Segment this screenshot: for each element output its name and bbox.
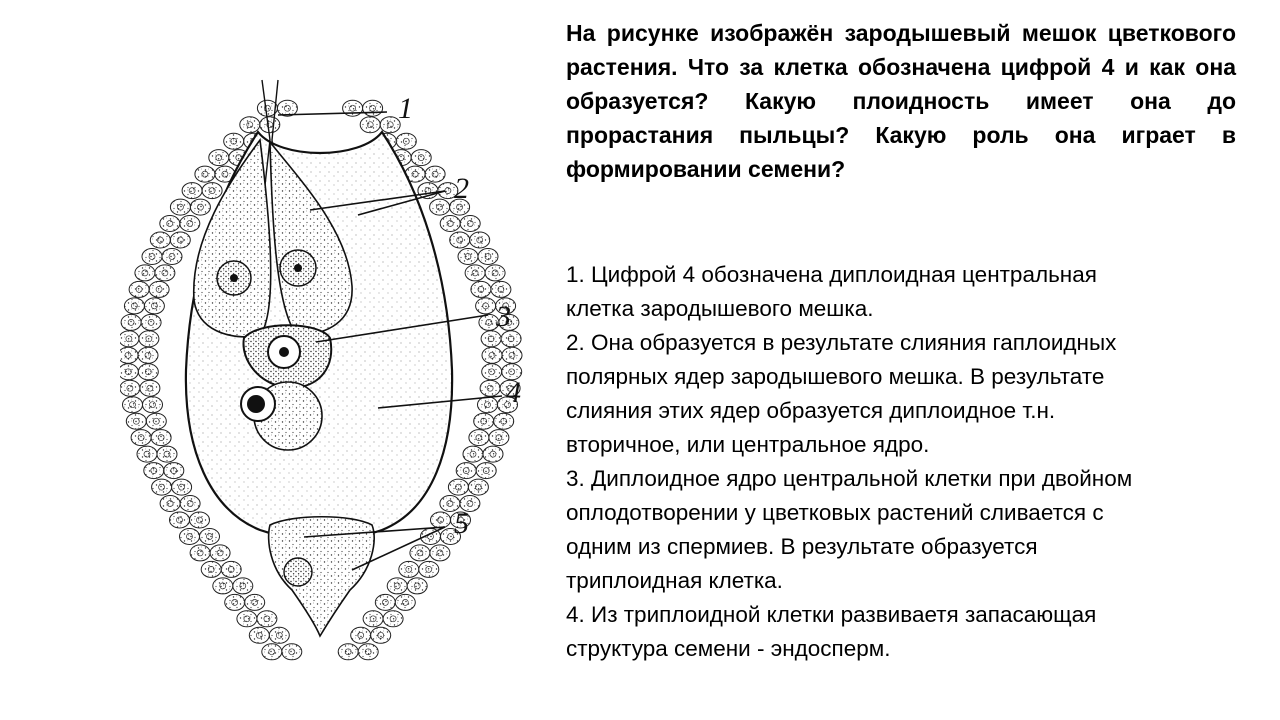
answer-line: оплодотворении у цветковых растений сливается с bbox=[566, 500, 1104, 525]
integument-cell-nucleus bbox=[382, 599, 388, 605]
integument-cell-nucleus bbox=[508, 336, 514, 342]
integument-cell-nucleus bbox=[489, 369, 495, 375]
integument-cell-nucleus bbox=[145, 369, 151, 375]
integument-cell-nucleus bbox=[240, 583, 246, 589]
integument-cell-nucleus bbox=[167, 221, 173, 227]
answer-line: структура семени - эндосперм. bbox=[566, 636, 891, 661]
integument-cell-nucleus bbox=[264, 616, 270, 622]
integument-cell-nucleus bbox=[256, 632, 262, 638]
integument-cell-nucleus bbox=[157, 237, 163, 243]
answer-line: слияния этих ядер образуется диплоидное т.н. bbox=[566, 398, 1056, 423]
integument-cell-nucleus bbox=[145, 352, 151, 358]
integument-cell-nucleus bbox=[284, 105, 290, 111]
integument-cell-nucleus bbox=[402, 599, 408, 605]
integument-cell-nucleus bbox=[448, 534, 454, 540]
integument-cell-nucleus bbox=[147, 385, 153, 391]
integument-cell-nucleus bbox=[289, 649, 295, 655]
answer-line: триплоидная клетка. bbox=[566, 568, 783, 593]
integument-cell-nucleus bbox=[365, 649, 371, 655]
integument-cell-nucleus bbox=[247, 122, 253, 128]
integument-cell-nucleus bbox=[128, 319, 134, 325]
integument-cell-nucleus bbox=[220, 583, 226, 589]
integument-cell-nucleus bbox=[437, 550, 443, 556]
integument-cell-nucleus bbox=[475, 484, 481, 490]
integument-cell-nucleus bbox=[177, 237, 183, 243]
integument-cell-nucleus bbox=[197, 517, 203, 523]
integument-cell-nucleus bbox=[150, 402, 156, 408]
integument-cell-nucleus bbox=[457, 204, 463, 210]
integument-cell-nucleus bbox=[149, 254, 155, 260]
integument-cell-nucleus bbox=[478, 286, 484, 292]
integument-cell-nucleus bbox=[197, 550, 203, 556]
integument-cell-nucleus bbox=[216, 155, 222, 161]
label-4: 4 bbox=[506, 376, 521, 409]
integument-cell-nucleus bbox=[156, 286, 162, 292]
integument-cell-nucleus bbox=[477, 237, 483, 243]
integument-cell-nucleus bbox=[217, 550, 223, 556]
integument-cell-nucleus bbox=[189, 188, 195, 194]
answer-line: клетка зародышевого мешка. bbox=[566, 296, 874, 321]
integument-cell-nucleus bbox=[162, 270, 168, 276]
integument-cell-nucleus bbox=[406, 566, 412, 572]
integument-cell-nucleus bbox=[498, 286, 504, 292]
integument-cell-nucleus bbox=[472, 270, 478, 276]
answer-line: одним из спермиев. В результате образуется bbox=[566, 534, 1038, 559]
integument-cell-nucleus bbox=[447, 501, 453, 507]
integument-cell-nucleus bbox=[387, 122, 393, 128]
integument-cell-nucleus bbox=[470, 451, 476, 457]
integument-cell-nucleus bbox=[467, 221, 473, 227]
integument-cell-nucleus bbox=[483, 303, 489, 309]
integument-cell-nucleus bbox=[483, 468, 489, 474]
integument-cell-nucleus bbox=[481, 418, 487, 424]
label-5: 5 bbox=[454, 507, 469, 540]
integument-cell-nucleus bbox=[187, 501, 193, 507]
integument-cell-nucleus bbox=[437, 204, 443, 210]
integument-cell-nucleus bbox=[148, 319, 154, 325]
integument-cell-nucleus bbox=[208, 566, 214, 572]
integument-cell-nucleus bbox=[232, 599, 238, 605]
integument-cell-nucleus bbox=[509, 369, 515, 375]
integument-cell-nucleus bbox=[350, 105, 356, 111]
integument-cell-nucleus bbox=[489, 352, 495, 358]
integument-cell-nucleus bbox=[492, 270, 498, 276]
label-2: 2 bbox=[454, 172, 469, 205]
integument-cell-nucleus bbox=[463, 468, 469, 474]
integument-cell-nucleus bbox=[209, 188, 215, 194]
answer-line: вторичное, или центральное ядро. bbox=[566, 432, 930, 457]
integument-cell-nucleus bbox=[487, 385, 493, 391]
integument-cell-nucleus bbox=[390, 616, 396, 622]
integument-cell-nucleus bbox=[445, 188, 451, 194]
integument-cell-nucleus bbox=[159, 484, 165, 490]
integument-cell-nucleus bbox=[490, 451, 496, 457]
integument-cell-nucleus bbox=[133, 418, 139, 424]
integument-cell-nucleus bbox=[142, 270, 148, 276]
integument-cell-nucleus bbox=[394, 583, 400, 589]
integument-cell-nucleus bbox=[417, 550, 423, 556]
integument-cell-nucleus bbox=[179, 484, 185, 490]
integument-cell-nucleus bbox=[187, 221, 193, 227]
answer-line: 1. Цифрой 4 обозначена диплоидная центральная bbox=[566, 262, 1097, 287]
integument-cell-nucleus bbox=[244, 616, 250, 622]
integument-cell-nucleus bbox=[197, 204, 203, 210]
integument-cell-nucleus bbox=[412, 171, 418, 177]
integument-cell-nucleus bbox=[153, 418, 159, 424]
integument-cell-nucleus bbox=[167, 501, 173, 507]
integument-cell-nucleus bbox=[509, 352, 515, 358]
integument-cell-nucleus bbox=[457, 237, 463, 243]
question-text: На рисунке изображён зародышевый мешок цветкового растения. Что за клетка обозначена цифрой 4 и как она образуется? Какую плоидность имеет она до прорастания пыльцы? Какую роль она играет в формировании семени? bbox=[566, 20, 1236, 182]
integument-cell-nucleus bbox=[202, 171, 208, 177]
integument-cell-nucleus bbox=[125, 352, 131, 358]
integument-cell-nucleus bbox=[151, 468, 157, 474]
integument-cell-nucleus bbox=[131, 303, 137, 309]
integument-cell-nucleus bbox=[418, 155, 424, 161]
integument-cell-nucleus bbox=[177, 517, 183, 523]
integument-cell-nucleus bbox=[136, 286, 142, 292]
integument-cell-nucleus bbox=[164, 451, 170, 457]
answer-line: 4. Из триплоидной клетки развиваетя запасающая bbox=[566, 602, 1097, 627]
label-1: 1 bbox=[398, 92, 413, 125]
integument-cell-nucleus bbox=[370, 105, 376, 111]
integument-cell-nucleus bbox=[222, 171, 228, 177]
integument-cell-nucleus bbox=[151, 303, 157, 309]
integument-cell-nucleus bbox=[231, 138, 237, 144]
integument-cell-nucleus bbox=[138, 435, 144, 441]
integument-cell-nucleus bbox=[488, 336, 494, 342]
integument-cell-nucleus bbox=[438, 517, 444, 523]
integument-cell-nucleus bbox=[378, 632, 384, 638]
integument-cell-nucleus bbox=[127, 385, 133, 391]
integument-cell-nucleus bbox=[485, 254, 491, 260]
integument-cell-nucleus bbox=[447, 221, 453, 227]
antipodal-nucleus bbox=[284, 558, 312, 586]
integument-cell-nucleus bbox=[501, 418, 507, 424]
integument-cell-nucleus bbox=[228, 566, 234, 572]
integument-cell-nucleus bbox=[367, 122, 373, 128]
integument-cell-nucleus bbox=[403, 138, 409, 144]
integument-cell-nucleus bbox=[426, 566, 432, 572]
integument-cell-nucleus bbox=[144, 451, 150, 457]
integument-cell-nucleus bbox=[432, 171, 438, 177]
integument-cell-nucleus bbox=[169, 254, 175, 260]
embryo-sac-figure bbox=[120, 70, 540, 670]
integument-cell-nucleus bbox=[455, 484, 461, 490]
integument-cell-nucleus bbox=[146, 336, 152, 342]
integument-cell-nucleus bbox=[486, 319, 492, 325]
answer-line: 3. Диплоидное ядро центральной клетки при двойном bbox=[566, 466, 1133, 491]
label-3: 3 bbox=[496, 300, 511, 333]
integument-cell-nucleus bbox=[465, 254, 471, 260]
answer-line: полярных ядер зародышевого мешка. В результате bbox=[566, 364, 1105, 389]
integument-cell-nucleus bbox=[370, 616, 376, 622]
integument-cell-nucleus bbox=[467, 501, 473, 507]
integument-cell-nucleus bbox=[252, 599, 258, 605]
answer-line: 2. Она образуется в результате слияния гаплоидных bbox=[566, 330, 1117, 355]
answer-text bbox=[566, 258, 1256, 666]
integument-cell-nucleus bbox=[177, 204, 183, 210]
integument-cell-nucleus bbox=[207, 534, 213, 540]
integument-cell-nucleus bbox=[187, 534, 193, 540]
integument-cell-nucleus bbox=[345, 649, 351, 655]
integument-cell-nucleus bbox=[269, 649, 275, 655]
integument-cell-nucleus bbox=[125, 369, 131, 375]
integument-cell-nucleus bbox=[171, 468, 177, 474]
integument-cell-nucleus bbox=[496, 435, 502, 441]
integument-cell-nucleus bbox=[130, 402, 136, 408]
integument-cell-nucleus bbox=[276, 632, 282, 638]
integument-cell-nucleus bbox=[158, 435, 164, 441]
integument-cell-nucleus bbox=[485, 402, 491, 408]
integument-cell-nucleus bbox=[414, 583, 420, 589]
integument-cell-nucleus bbox=[476, 435, 482, 441]
integument-cell-nucleus bbox=[358, 632, 364, 638]
integument-cell-nucleus bbox=[126, 336, 132, 342]
